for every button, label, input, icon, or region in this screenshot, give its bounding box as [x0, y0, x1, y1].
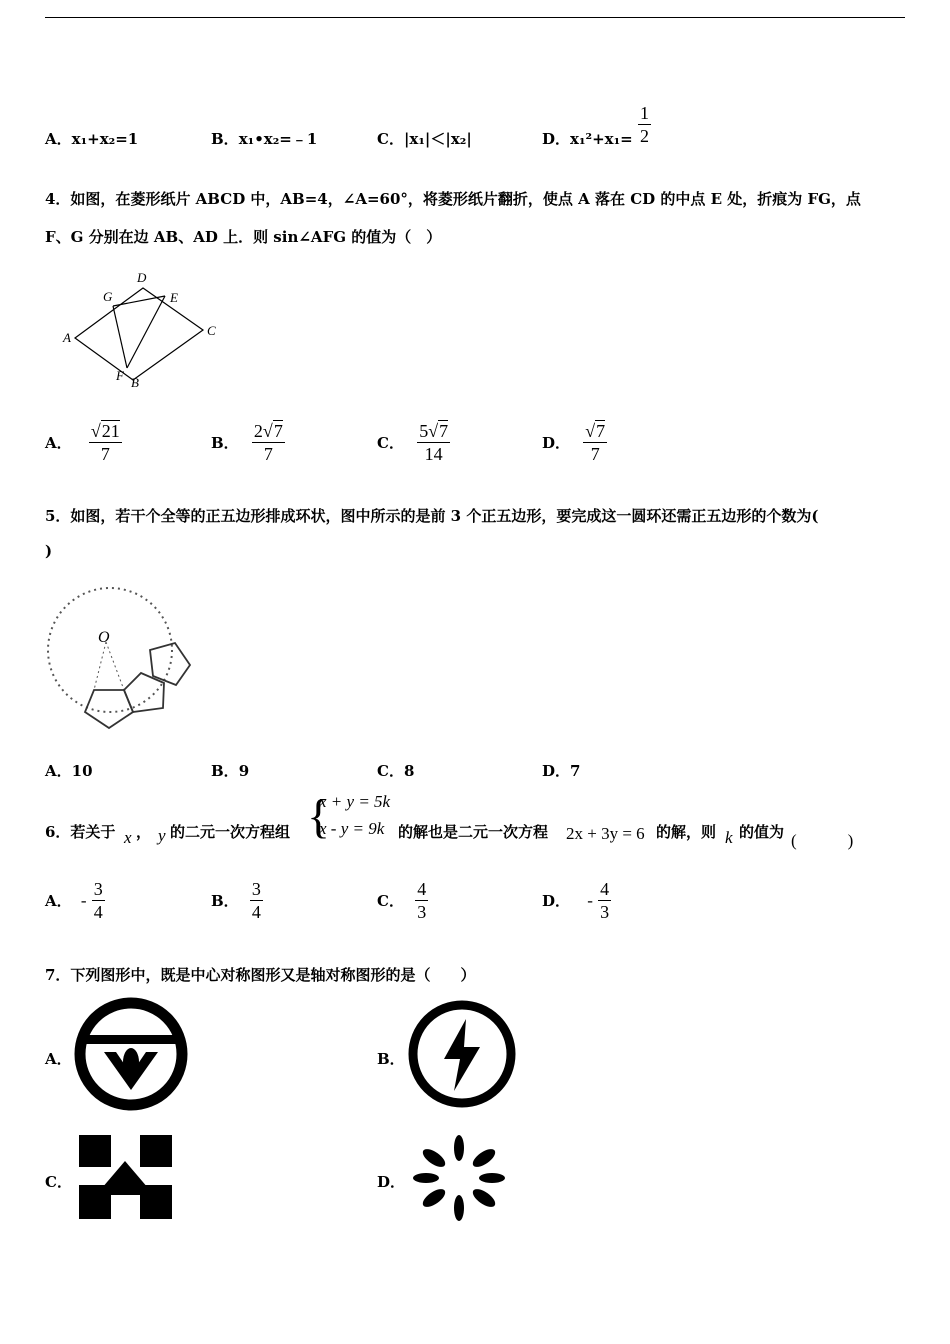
- label-d: D: [137, 270, 147, 285]
- q3-d-fraction: $\frac{1}{2}$: [639, 103, 649, 146]
- q4-stem-line2: F、G 分别在边 AB、AD 上．则 sin∠AFG 的值为（ ）: [45, 228, 442, 246]
- q6-mid: 的二元一次方程组: [170, 823, 291, 841]
- label-e: E: [170, 290, 178, 305]
- q7-stem: 7．下列图形中，既是中心对称图形又是轴对称图形的是（ ）: [45, 966, 476, 984]
- q7-option-b-label: B．: [377, 1050, 405, 1068]
- label-f: F: [116, 368, 124, 383]
- q7-option-d-logo: [406, 1133, 512, 1223]
- q6-eq3: 2x + 3y = 6: [566, 824, 645, 843]
- q4-option-d: D． $\frac{√7}{7}$: [542, 421, 606, 464]
- q3-option-a: A．x₁+x₂=1: [45, 130, 139, 148]
- q6-mid2: 的解也是二元一次方程: [398, 823, 549, 841]
- q6-equation-system: { x + y = 5k x - y = 9k: [307, 790, 391, 843]
- q6-var-k: k: [725, 828, 733, 847]
- q3-option-d: D．x₁²+x₁= $\frac{1}{2}$: [542, 103, 649, 148]
- q5-stem-line1: 5．如图，若干个全等的正五边形排成环状，图中所示的是前 3 个正五边形，要完成这一圆环还需正五边形的个数为(: [45, 507, 819, 525]
- q6-prefix: 6．若关于: [45, 823, 116, 841]
- q7-option-b-logo: [404, 995, 520, 1113]
- label-c: C: [207, 323, 216, 338]
- q4-option-b: B． $\frac{2√7}{7}$: [211, 421, 283, 464]
- q4-option-a: A． $\frac{√21}{7}$: [45, 421, 120, 464]
- q6-var-y: y: [158, 826, 166, 845]
- q6-suffix: 的值为: [739, 823, 785, 841]
- q7-option-a-label: A．: [45, 1050, 72, 1068]
- header-rule: [45, 17, 905, 18]
- q6-option-d: D． - $\frac{4}{3}$: [542, 879, 610, 922]
- rhombus-figure: [55, 268, 230, 393]
- q6-option-c: C． $\frac{4}{3}$: [377, 879, 427, 922]
- label-b: B: [131, 375, 139, 390]
- q6-paren: ( ): [791, 831, 854, 850]
- q6-var-x: x: [124, 828, 132, 847]
- q7-option-c-logo: [74, 1133, 179, 1223]
- q7-option-d-label: D．: [377, 1173, 406, 1191]
- q7-option-a-logo: [72, 994, 190, 1114]
- q5-option-d: D．7: [542, 762, 581, 780]
- q6-option-b: B． $\frac{3}{4}$: [211, 879, 261, 922]
- q5-stem-line2: ): [45, 542, 53, 560]
- q5-option-b: B．9: [211, 762, 250, 780]
- q7-option-c-label: C．: [45, 1173, 72, 1191]
- q4-stem-line1: 4．如图，在菱形纸片 ABCD 中，AB=4，∠A=60°，将菱形纸片翻折，使点 A 落在 CD 的中点 E 处，折痕为 FG，点: [45, 190, 861, 208]
- q3-option-b: B．x₁•x₂=﹣1: [211, 130, 318, 148]
- pentagon-ring-figure: [40, 580, 200, 740]
- q6-option-a: A． - $\frac{3}{4}$: [45, 879, 103, 922]
- label-o: O: [98, 629, 110, 646]
- label-a: A: [63, 330, 71, 345]
- q6-comma: ，: [136, 823, 152, 841]
- q4-option-c: C． $\frac{5√7}{14}$: [377, 421, 449, 464]
- q5-option-a: A．10: [45, 762, 93, 780]
- q3-option-c: C．|x₁|＜|x₂|: [377, 130, 472, 148]
- q6-mid3: 的解，则: [656, 823, 717, 841]
- label-g: G: [103, 289, 113, 304]
- q5-option-c: C．8: [377, 762, 415, 780]
